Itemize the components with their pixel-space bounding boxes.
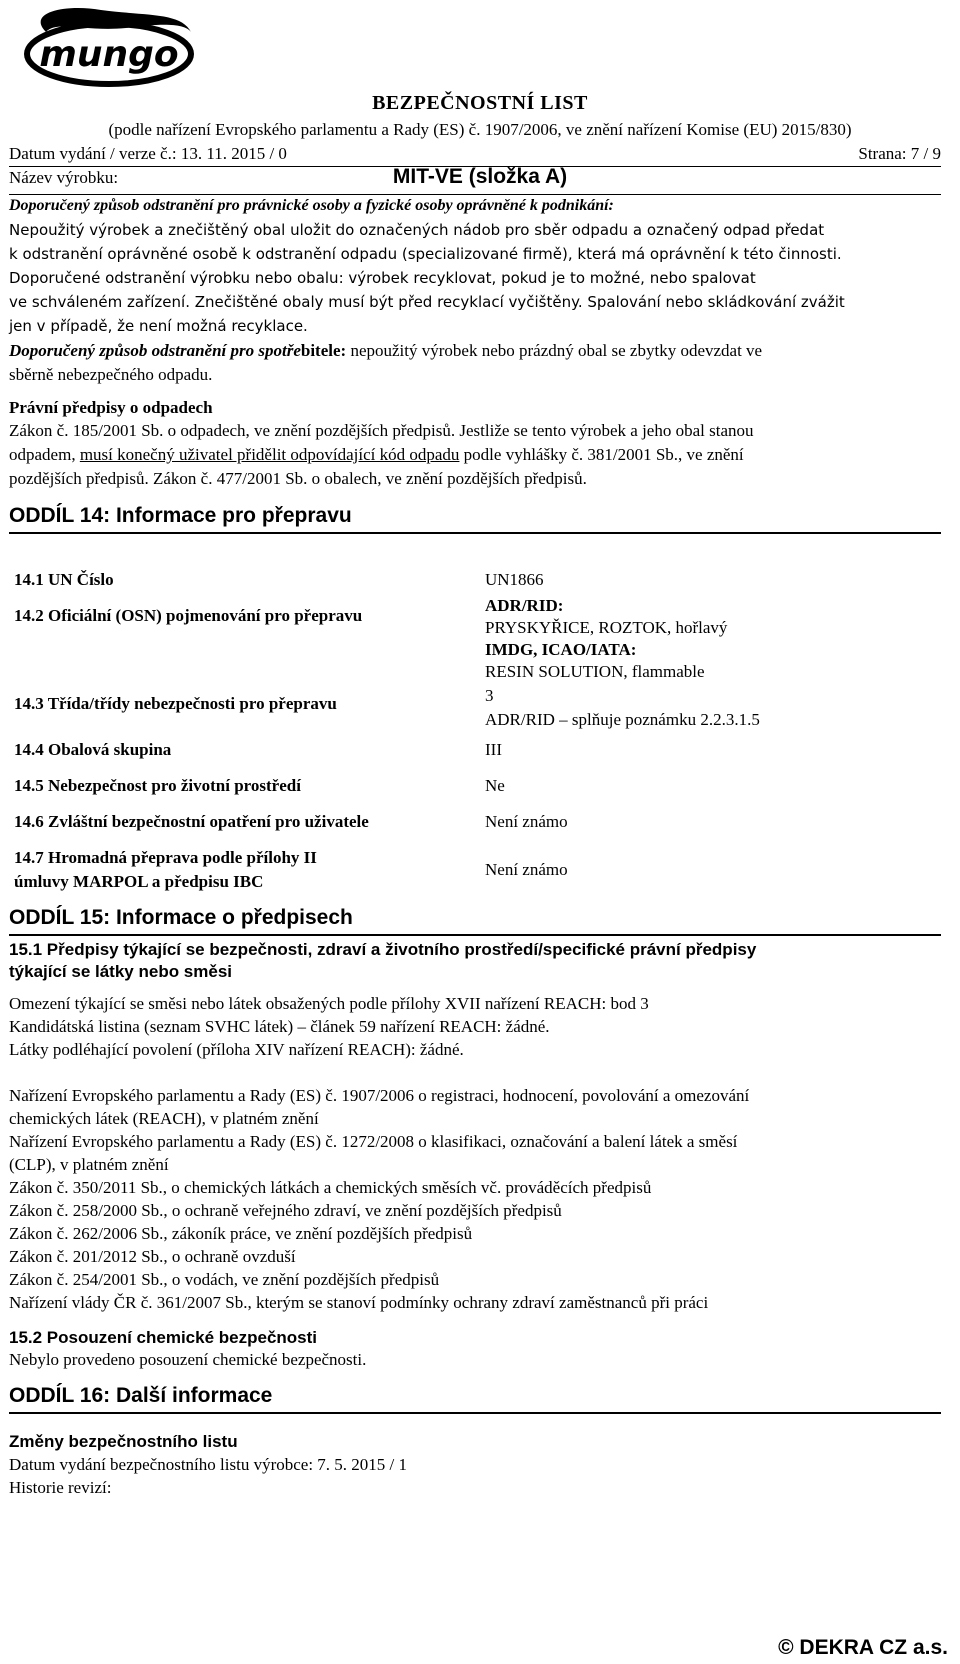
disposal-line: Doporučené odstranění výrobku nebo obalu: výrobek recyklovat, pokud je to možné, nebo spalovat: [9, 269, 756, 287]
transport-value-14-4: III: [485, 740, 502, 759]
transport-value-14-3-class: 3: [485, 686, 494, 705]
waste-law-heading: Právní předpisy o odpadech: [9, 398, 213, 417]
disposal-line: k odstranění oprávněné osobě k odstranění odpadu (specializované firmě), která má oprávnění k této činnosti.: [9, 245, 842, 263]
header-divider-2: [9, 194, 941, 195]
section-14-heading: ODDÍL 14: Informace pro přepravu: [9, 504, 352, 527]
issue-row: [9, 144, 941, 164]
transport-label-14-3: 14.3 Třída/třídy nebezpečnosti pro přepravu: [14, 694, 337, 713]
transport-label-14-7-cont: úmluvy MARPOL a předpisu IBC: [14, 872, 264, 891]
transport-label-14-2: 14.2 Oficiální (OSN) pojmenování pro přepravu: [14, 606, 363, 625]
consumer-disposal: Doporučený způsob odstranění pro spotřebitele: nepoužitý výrobek nebo prázdný obal se zbytky odevzdat ve: [9, 341, 763, 360]
transport-label-14-4: 14.4 Obalová skupina: [14, 740, 172, 759]
subsection-15-2: 15.2 Posouzení chemické bezpečnosti: [9, 1328, 318, 1347]
disposal-line: Nepoužitý výrobek a znečištěný obal uložit do označených nádob pro sběr odpadu a označený odpad předat: [9, 221, 825, 239]
transport-label-14-5: 14.5 Nebezpečnost pro životní prostředí: [14, 776, 301, 795]
regulation-line: chemických látek (REACH), v platném znění: [9, 1109, 319, 1128]
chemical-safety-text: Nebylo provedeno posouzení chemické bezpečnosti.: [9, 1350, 367, 1369]
regulation-line: (CLP), v platném znění: [9, 1155, 169, 1174]
changes-heading: Změny bezpečnostního listu: [9, 1432, 238, 1451]
regulation-line: Zákon č. 201/2012 Sb., o ochraně ovzduší: [9, 1247, 296, 1266]
footer-copyright: © DEKRA CZ a.s.: [778, 1636, 948, 1659]
subsection-15-1-cont: týkající se látky nebo směsi: [9, 962, 233, 981]
regulation-line: Nařízení vlády ČR č. 361/2007 Sb., kterým se stanoví podmínky ochrany zdraví zaměstnanců při práci: [9, 1293, 709, 1312]
transport-value-14-5: Ne: [485, 776, 505, 795]
transport-label-14-1: 14.1 UN Číslo: [14, 570, 114, 589]
transport-value-14-7: Není známo: [485, 860, 568, 879]
section-15-rule: [9, 934, 941, 936]
regulation-line: Zákon č. 262/2006 Sb., zákoník práce, ve znění pozdějších předpisů: [9, 1224, 473, 1243]
waste-law-line: odpadem, musí konečný uživatel přidělit odpovídající kód odpadu podle vyhlášky č. 381/2001 Sb., ve znění: [9, 445, 744, 464]
regulation-line: Zákon č. 258/2000 Sb., o ochraně veřejného zdraví, ve znění pozdějších předpisů: [9, 1201, 562, 1220]
regulation-line: Nařízení Evropského parlamentu a Rady (ES) č. 1907/2006 o registraci, hodnocení, povolování a omezování: [9, 1086, 750, 1105]
transport-label-14-6: 14.6 Zvláštní bezpečnostní opatření pro uživatele: [14, 812, 369, 831]
regulation-line: Látky podléhající povolení (příloha XIV nařízení REACH): žádné.: [9, 1040, 464, 1059]
regulation-line: Nařízení Evropského parlamentu a Rady (ES) č. 1272/2008 o klasifikaci, označování a balení látek a směsí: [9, 1132, 738, 1151]
transport-value-14-3-note: ADR/RID – splňuje poznámku 2.2.3.1.5: [485, 710, 760, 729]
section-16-rule: [9, 1412, 941, 1414]
section-14-rule: [9, 532, 941, 534]
transport-value-14-2-imdg: IMDG, ICAO/IATA:: [485, 640, 637, 659]
product-name: MIT-VE (složka A): [392, 165, 568, 188]
transport-value-14-6: Není známo: [485, 812, 568, 831]
doc-title: BEZPEČNOSTNÍ LIST: [372, 92, 588, 114]
transport-value-14-1: UN1866: [485, 570, 544, 589]
section-16-heading: ODDÍL 16: Další informace: [9, 1384, 273, 1407]
issue-date-manufacturer: Datum vydání bezpečnostního listu výrobce: 7. 5. 2015 / 1: [9, 1455, 408, 1474]
disposal-line: jen v případě, že není možná recyklace.: [9, 317, 308, 335]
transport-value-14-2-adr: ADR/RID:: [485, 596, 564, 615]
revision-history: Historie revizí:: [9, 1478, 112, 1497]
waste-law-line: Zákon č. 185/2001 Sb. o odpadech, ve znění pozdějších předpisů. Jestliže se tento výrobek a jeho obal stanou: [9, 421, 754, 440]
regulation-line: Kandidátská listina (seznam SVHC látek) – článek 59 nařízení REACH: žádné.: [9, 1017, 550, 1036]
subsection-15-1: 15.1 Předpisy týkající se bezpečnosti, zdraví a životního prostředí/specifické právní předpisy: [9, 940, 757, 959]
regulation-line: Zákon č. 350/2011 Sb., o chemických látkách a chemických směsích vč. prováděcích předpisů: [9, 1178, 652, 1197]
transport-label-14-7: 14.7 Hromadná přeprava podle přílohy II: [14, 848, 317, 867]
disposal-line: sběrně nebezpečného odpadu.: [9, 365, 213, 384]
transport-value-14-2-name-en: RESIN SOLUTION, flammable: [485, 662, 705, 681]
regulation-line: (podle nařízení Evropského parlamentu a Rady (ES) č. 1907/2006, ve znění nařízení Komise (EU) 2015/830): [108, 120, 852, 139]
transport-value-14-2-name: PRYSKYŘICE, ROZTOK, hořlavý: [485, 618, 728, 637]
page-number: Strana: 7 / 9: [858, 144, 941, 163]
disposal-heading: Doporučený způsob odstranění pro právnické osoby a fyzické osoby oprávněné k podnikání:: [9, 197, 614, 214]
issue-date: Datum vydání / verze č.: 13. 11. 2015 / 0: [9, 144, 287, 163]
logo-text: mungo: [39, 34, 179, 75]
waste-law-line: pozdějších předpisů. Zákon č. 477/2001 Sb. o obalech, ve znění pozdějších předpisů.: [9, 469, 587, 488]
regulation-line: Omezení týkající se směsi nebo látek obsažených podle přílohy XVII nařízení REACH: bod 3: [9, 994, 649, 1013]
mungo-logo: [6, 2, 196, 94]
disposal-line: ve schváleném zařízení. Znečištěné obaly musí být před recyklací vyčištěny. Spalování nebo skládkování zvážit: [9, 293, 845, 311]
product-label: Název výrobku:: [9, 168, 119, 187]
regulation-line: Zákon č. 254/2001 Sb., o vodách, ve znění pozdějších předpisů: [9, 1270, 440, 1289]
section-15-heading: ODDÍL 15: Informace o předpisech: [9, 906, 353, 929]
